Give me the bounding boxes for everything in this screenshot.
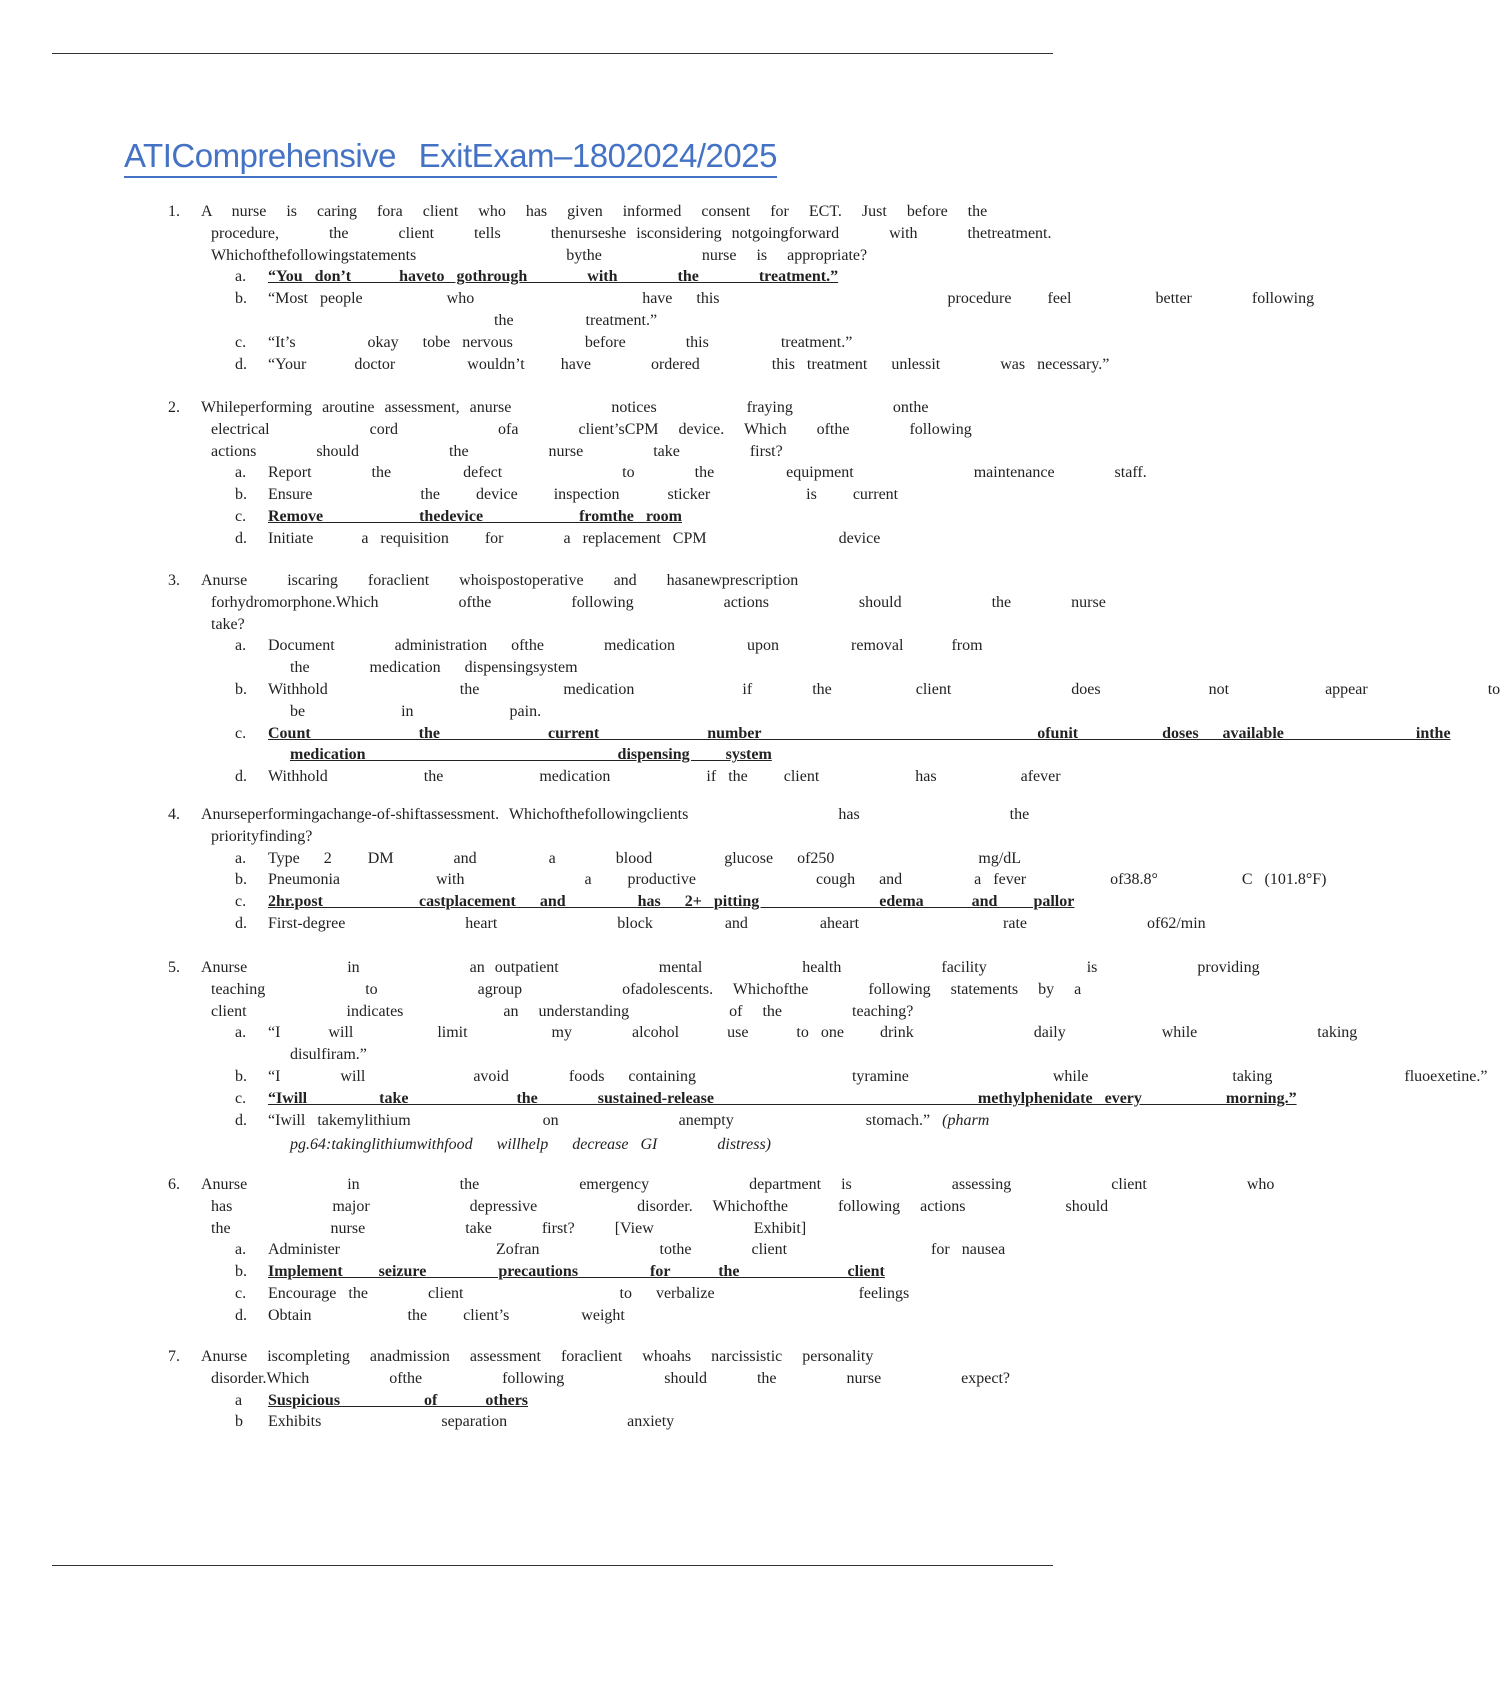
question-4 [168,804,1327,935]
option-letter: d. [235,529,247,547]
option-text [268,1066,1488,1088]
answer-option [235,1390,1048,1412]
option-text [268,913,1206,935]
answer-option [235,848,1048,870]
question-stem [201,201,1052,266]
question-number: 2. [168,399,180,416]
question-stem [201,397,1048,462]
option-line: Document administration ofthe medication upon removal from [268,637,983,655]
stem-line: Whichofthefollowingstatements bythe nurse is appropriate? [211,246,868,264]
option-letter: b [235,1413,243,1431]
option-line: Initiate a requisition for a replacement CPM device [268,529,881,547]
answer-option [235,266,1048,288]
option-letter: c. [235,333,247,351]
stem-line: disorder.Which ofthe following should the nurse expect? [211,1369,1011,1387]
option-text [268,1305,1048,1327]
option-line: the medication dispensingsystem [290,659,578,677]
answer-option [235,462,1147,484]
option-letter: a. [235,1024,247,1042]
stem-line: Anurse iscompleting anadmission assessment foraclient whoahs narcissistic personality [201,1348,874,1365]
option-line: 2hr.post castplacement and has 2+ pitting edema and pallor [268,893,1075,911]
question-5 [168,957,1488,1159]
option-letter: d. [235,355,247,373]
answer-option [235,679,1500,723]
answer-option [235,766,1061,788]
option-line: disulfiram.” [290,1046,367,1064]
option-letter: d. [235,1111,247,1129]
answer-option [235,1261,1048,1283]
stem-line: forhydromorphone.Which ofthe following actions should the nurse [211,593,1106,611]
option-line: medication dispensing system [290,746,772,764]
question-3 [168,570,1500,788]
option-line: “Your doctor wouldn’t have ordered this treatment unlessit was necessary.” [268,355,1110,373]
question-number: 1. [168,203,180,220]
option-text [268,462,1147,484]
page-title: ATIComprehensive ExitExam–1802024/2025 [124,136,777,178]
option-letter: a. [235,268,247,286]
answer-option [235,723,1451,767]
option-note: (pharm [930,1111,990,1129]
question-2 [168,397,1147,550]
answer-option [235,1088,1297,1110]
option-letter: c. [235,724,247,742]
answer-option [235,528,1048,550]
question-number: 7. [168,1348,180,1365]
option-letter: c. [235,1284,247,1302]
option-line: Exhibits separation anxiety [268,1413,675,1431]
stem-line: Anurse in the emergency department is assessing client who [201,1176,1275,1193]
answer-option [235,1283,1048,1305]
option-line: “It’s okay tobe nervous before this treatment.” [268,333,853,351]
option-text [268,679,1500,723]
question-number: 4. [168,806,180,823]
stem-line: A nurse is caring fora client who has given informed consent for ECT. Just before the [201,203,988,220]
option-line: Withhold the medication if the client does not appear to [268,680,1500,698]
option-line: First-degree heart block and aheart rate of62/min [268,914,1206,932]
answer-option [235,1066,1488,1088]
option-line: Remove thedevice fromthe room [268,507,682,525]
option-text [268,528,1048,550]
option-line: Encourage the client to verbalize feelings [268,1284,910,1302]
answer-option [235,1411,1048,1433]
option-letter: b. [235,1263,247,1281]
question-stem [201,1174,1275,1239]
option-text [268,635,1048,679]
option-text [268,288,1315,332]
option-text [268,1239,1048,1261]
option-letter: c. [235,893,247,911]
option-line: Withhold the medication if the client has afever [268,768,1061,786]
option-letter: b. [235,290,247,308]
option-letter: b. [235,486,247,504]
option-letter: b. [235,1067,247,1085]
question-stem [201,957,1260,1022]
answer-option [235,1022,1358,1066]
option-line: the treatment.” [290,311,658,329]
option-letter: b. [235,680,247,698]
top-rule [52,53,1053,54]
question-number: 6. [168,1176,180,1193]
option-line: Administer Zofran tothe client for nausea [268,1241,1006,1259]
option-note: pg.64:takinglithiumwithfood willhelp decrease GI distress) [290,1136,771,1154]
stem-line: procedure, the client tells thenurseshe isconsidering notgoingforward with thetreatment. [211,224,1052,242]
option-line: “I will avoid foods containing tyramine while taking fluoexetine.” [268,1067,1488,1085]
stem-line: client indicates an understanding of the teaching? [211,1002,914,1020]
stem-line: Anurse in an outpatient mental health facility is providing [201,959,1260,976]
question-number: 5. [168,959,180,976]
option-text [268,1261,1048,1283]
answer-option [235,913,1206,935]
option-letter: a. [235,637,247,655]
question-7 [168,1346,1048,1433]
bottom-rule [52,1565,1053,1566]
option-letter: c. [235,507,247,525]
stem-line: Whileperforming aroutine assessment, anurse notices fraying onthe [201,399,929,416]
option-line: Type 2 DM and a blood glucose of250 mg/dL [268,849,1022,867]
option-line: Ensure the device inspection sticker is current [268,486,899,504]
question-1 [168,201,1315,375]
stem-line: Anurse iscaring foraclient whoispostoperative and hasanewprescription [201,572,799,589]
answer-option [235,506,1048,528]
answer-option [235,1239,1048,1261]
option-line: “Iwill takemylithium on anempty stomach.” (pharm [268,1111,990,1129]
option-letter: d. [235,914,247,932]
option-letter: a. [235,1241,247,1259]
option-line: “Iwill take the sustained-release methylphenidate every morning.” [268,1089,1297,1107]
option-text [268,354,1110,376]
question-stem [201,804,1048,848]
option-text [268,484,1048,506]
option-line: Implement seizure precautions for the client [268,1263,885,1281]
option-line: be in pain. [290,702,542,720]
option-line: Suspicious of others [268,1391,529,1409]
option-line: “Most people who have this procedure feel better following [268,290,1315,308]
answer-option [235,484,1048,506]
option-text [268,848,1048,870]
stem-line: electrical cord ofa client’sCPM device. Which ofthe following [211,420,972,438]
option-text [268,723,1451,767]
option-line: Pneumonia with a productive cough and a fever of38.8° C (101.8°F) [268,871,1327,889]
option-line: Obtain the client’s weight [268,1306,625,1324]
question-stem [201,570,1106,635]
option-text [268,1088,1297,1110]
answer-option [235,1305,1048,1327]
option-letter: b. [235,871,247,889]
option-text [268,266,1048,288]
stem-line: take? [211,615,245,633]
option-line: “You don’t haveto gothrough with the treatment.” [268,268,839,286]
option-text [268,869,1327,891]
question-stem [201,1346,1048,1390]
option-text [268,1110,1048,1132]
stem-line: has major depressive disorder. Whichofthe following actions should [211,1197,1109,1215]
answer-option [235,332,1048,354]
answer-option [235,635,1048,679]
option-line: Report the defect to the equipment maintenance staff. [268,464,1147,482]
option-text [268,332,1048,354]
answer-option [235,288,1315,332]
option-letter: d. [235,768,247,786]
option-letter: d. [235,1306,247,1324]
stem-line: priorityfinding? [211,827,313,845]
option-text [268,891,1075,913]
option-text [268,766,1061,788]
option-letter: a. [235,464,247,482]
option-line: “I will limit my alcohol use to one drink daily while taking [268,1024,1358,1042]
answer-option [235,891,1075,913]
answer-option [235,869,1327,891]
option-text [268,1022,1358,1066]
option-text [268,506,1048,528]
question-number: 3. [168,572,180,589]
stem-line: the nurse take first? [View Exhibit] [211,1219,807,1237]
option-text [268,1411,1048,1433]
option-letter: a [235,1391,243,1409]
answer-option [235,1110,1048,1160]
option-line: Count the current number ofunit doses available inthe [268,724,1451,742]
answer-option [235,354,1110,376]
question-6 [168,1174,1275,1327]
option-letter: c. [235,1089,247,1107]
stem-line: Anurseperformingachange-of-shiftassessment. Whichofthefollowingclients has the [201,806,1030,823]
option-letter: a. [235,849,247,867]
option-text [268,1390,1048,1412]
stem-line: actions should the nurse take first? [211,442,783,460]
option-text [268,1283,1048,1305]
stem-line: teaching to agroup ofadolescents. Whichofthe following statements by a [211,980,1082,998]
